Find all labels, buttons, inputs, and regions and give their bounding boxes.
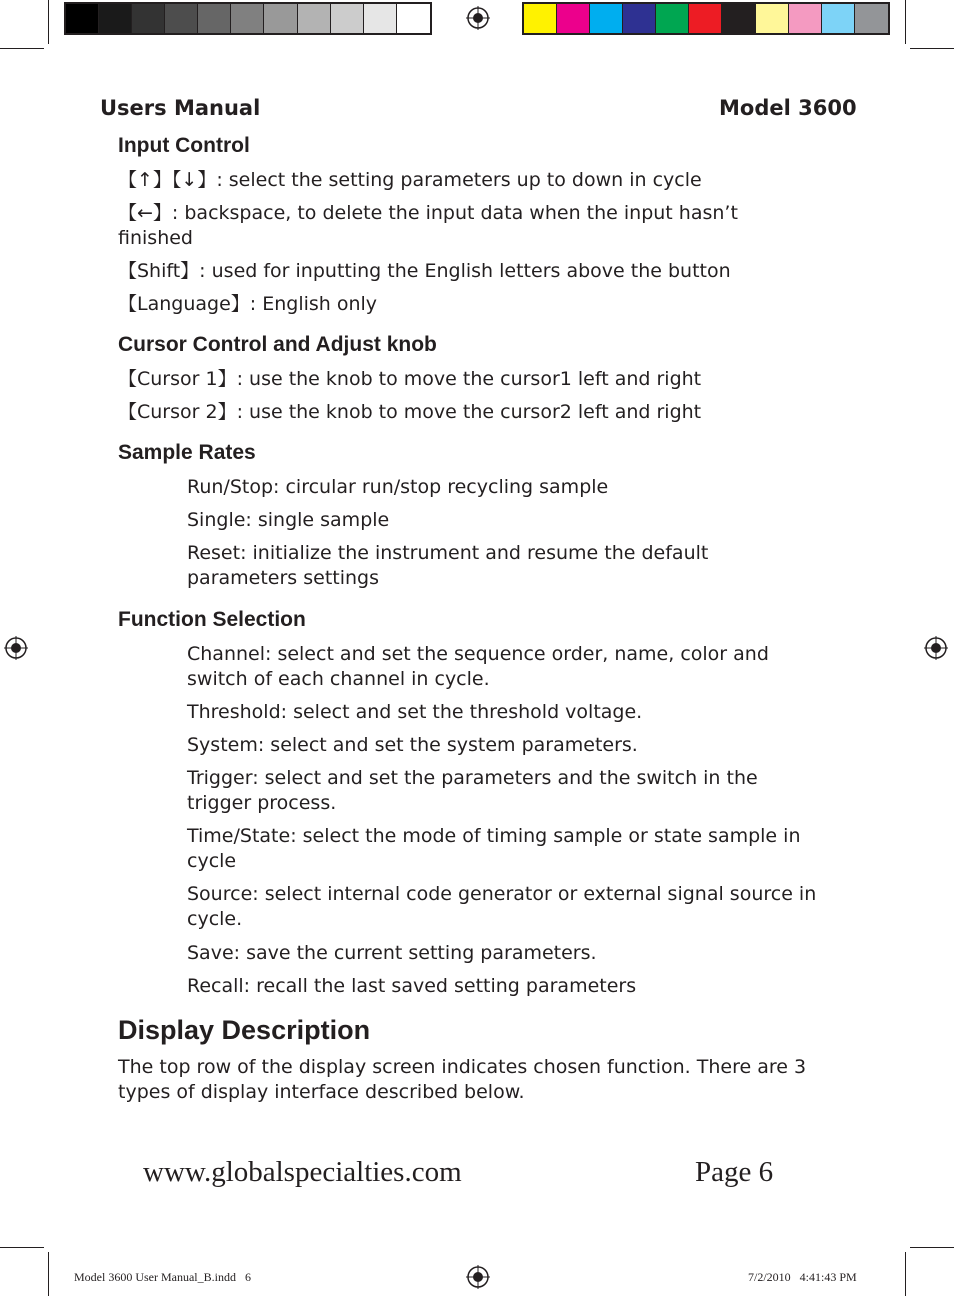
sample-rates-line: Run/Stop: circular run/stop recycling sample [187, 476, 609, 498]
input-control-line: 【Shift】: used for inputting the English letters above the button [118, 260, 731, 282]
sample-rates-line: Single: single sample [187, 509, 390, 531]
cursor-control-line: 【Cursor 2】: use the knob to move the cursor2 left and right [118, 401, 702, 423]
color-swatch [165, 4, 198, 33]
crop-mark [905, 0, 906, 44]
color-swatch [722, 4, 755, 33]
color-swatch [264, 4, 297, 33]
color-swatch [331, 4, 364, 33]
crop-mark [0, 1247, 44, 1248]
input-control-line: 【Language】: English only [118, 293, 378, 315]
function-selection-line: System: select and set the system parameters. [187, 734, 638, 756]
process-color-bar [522, 2, 890, 35]
crop-mark [0, 48, 44, 49]
color-swatch [524, 4, 557, 33]
color-swatch [656, 4, 689, 33]
color-swatch [855, 4, 888, 33]
crop-mark [910, 1247, 954, 1248]
registration-mark-icon [466, 1265, 490, 1289]
function-selection-line: Threshold: select and set the threshold voltage. [187, 701, 643, 723]
color-swatch [198, 4, 231, 33]
color-swatch [557, 4, 590, 33]
section-title-input-control: Input Control [118, 134, 250, 157]
color-swatch [623, 4, 656, 33]
registration-mark-icon [466, 6, 490, 30]
sample-rates-line: Reset: initialize the instrument and resume the default parameters settings [187, 542, 709, 589]
color-swatch [689, 4, 722, 33]
input-control-line: 【↑】【↓】: select the setting parameters up to down in cycle [118, 169, 702, 191]
section-title-sample-rates: Sample Rates [118, 441, 256, 464]
color-swatch [822, 4, 855, 33]
registration-mark-icon [4, 636, 28, 660]
display-description-body: The top row of the display screen indicates chosen function. There are 3 types of display interface described below. [118, 1056, 807, 1103]
function-selection-line: Source: select internal code generator or external signal source in cycle. [187, 883, 817, 930]
registration-mark-icon [924, 636, 948, 660]
color-swatch [756, 4, 789, 33]
color-swatch [132, 4, 165, 33]
page-number: Page 6 [695, 1156, 774, 1188]
manual-title: Users Manual [100, 96, 261, 120]
section-title-function-selection: Function Selection [118, 608, 306, 631]
color-swatch [298, 4, 331, 33]
color-swatch [66, 4, 99, 33]
color-swatch [397, 4, 430, 33]
color-swatch [590, 4, 623, 33]
color-swatch [99, 4, 132, 33]
color-swatch [231, 4, 264, 33]
function-selection-line: Time/State: select the mode of timing sample or state sample in cycle [187, 825, 801, 872]
input-control-line: 【←】: backspace, to delete the input data when the input hasn’t finished [118, 202, 738, 249]
function-selection-line: Save: save the current setting parameters. [187, 942, 597, 964]
crop-mark [905, 1252, 906, 1296]
section-title-display-description: Display Description [118, 1015, 371, 1045]
section-title-cursor-control: Cursor Control and Adjust knob [118, 333, 437, 356]
function-selection-line: Recall: recall the last saved setting parameters [187, 975, 637, 997]
crop-mark [48, 0, 49, 44]
color-swatch [789, 4, 822, 33]
function-selection-line: Channel: select and set the sequence order, name, color and switch of each channel in cycle. [187, 643, 769, 690]
crop-mark [910, 48, 954, 49]
crop-mark [48, 1252, 49, 1296]
website-url: www.globalspecialties.com [143, 1156, 462, 1188]
cursor-control-line: 【Cursor 1】: use the knob to move the cursor1 left and right [118, 368, 702, 390]
function-selection-line: Trigger: select and set the parameters and the switch in the trigger process. [187, 767, 758, 814]
slug-filename: Model 3600 User Manual_B.indd 6 [74, 1270, 251, 1284]
slug-timestamp: 7/2/2010 4:41:43 PM [748, 1270, 857, 1284]
grayscale-color-bar [64, 2, 432, 35]
model-title: Model 3600 [719, 96, 857, 120]
color-swatch [364, 4, 397, 33]
